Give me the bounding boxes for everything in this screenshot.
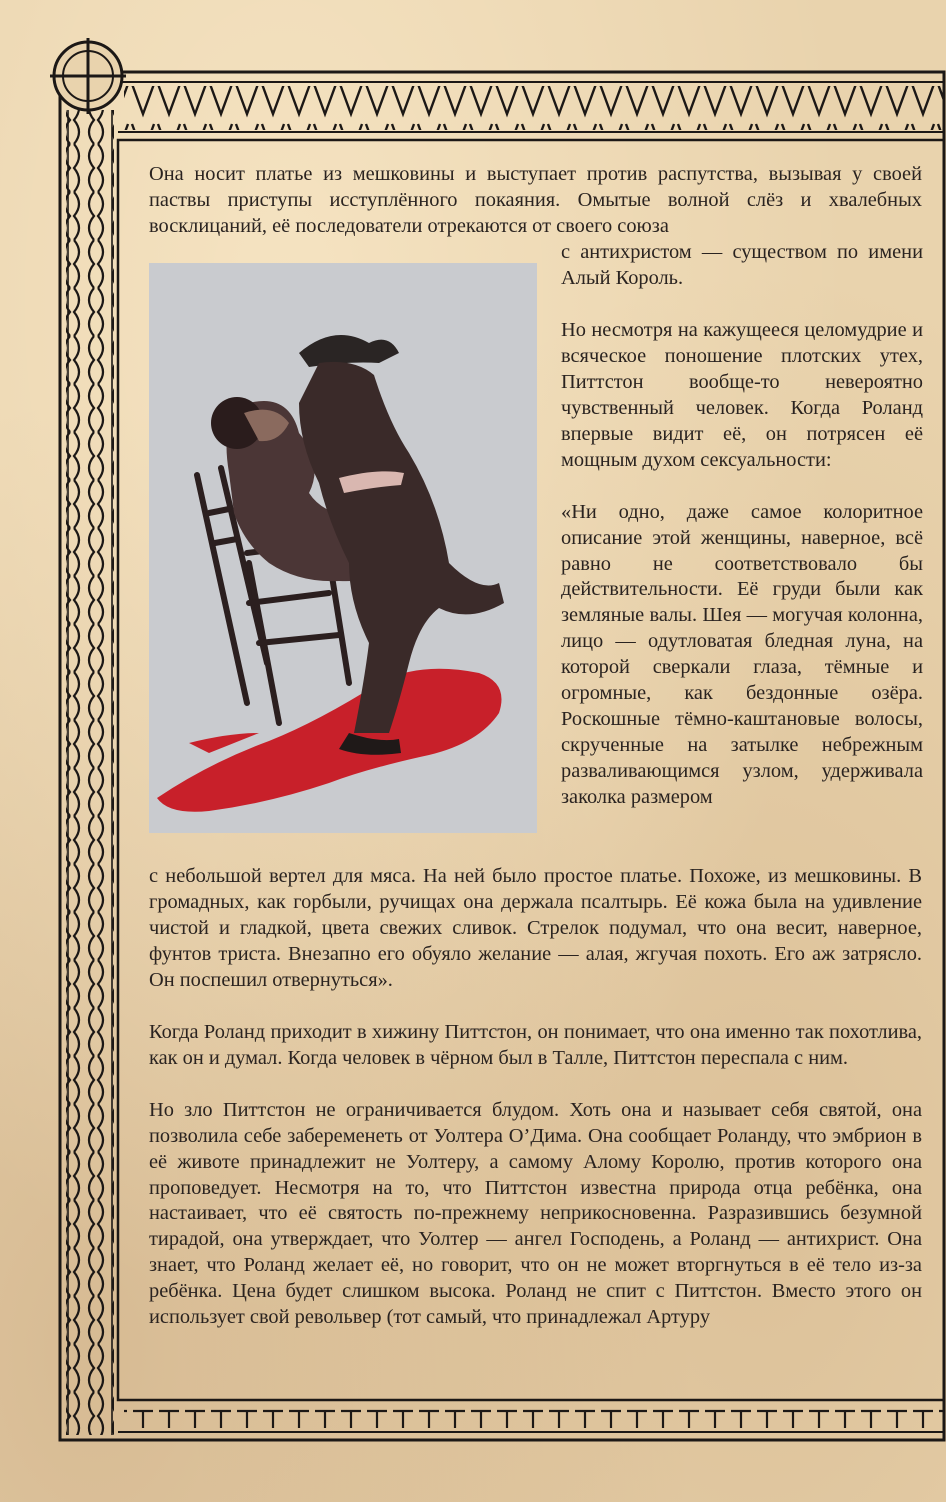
paragraph-intro-cont	[561, 240, 923, 811]
paragraph-sensuality: Но несмотря на кажущееся целомудрие и всяческое поношение плотских утех, Питтстон вообще-то невероятно чувственный человек. Когда Роланд впервые видит её, он потрясен её мощным духом сексуальности:	[561, 318, 923, 471]
intro-continuation: с антихристом — существом по имени Алый Король.	[561, 241, 923, 289]
paragraph-intro: Она носит платье из мешковины и выступает против распутства, вызывая у своей паствы приступы исступлённого покаяния. Омытые волной слёз и хвалебных восклицаний, её последователи отрекаются от своего союза	[149, 163, 922, 237]
quote-continuation: с небольшой вертел для мяса. На ней было простое платье. Похоже, из мешковины. В громадных, как горбыли, ручищах она держала псалтырь. Её кожа была на удивление чистой и гладкой, цвета свежих сливок. Стрелок подумал, что она весит, наверное, фунтов триста. Внезапно его обуяло желание — алая, жгучая похоть. Его аж затрясло. Он поспешил отвернуться».	[149, 865, 922, 991]
paragraph-hut: Когда Роланд приходит в хижину Питтстон, он понимает, что она именно так похотлива, как он и думал. Когда человек в чёрном был в Талле, Питтстон переспала с ним.	[149, 1020, 922, 1069]
illustration	[149, 263, 537, 833]
text-lower	[149, 864, 922, 1331]
paragraph-evil: Но зло Питтстон не ограничивается блудом. Хоть она и называет себя святой, она позволила себе забеременеть от Уолтера О’Дима. Она сообщает Роланду, что эмбрион в её животе принадлежит не Уолтеру, а самому Алому Королю, против которого она проповедует. Несмотря на то, что Питтстон известна природа отца ребёнка, она настаивает, что её святость по-прежнему неприкосновенна. Разразившись безумной тирадой, она утверждает, что Уолтер — ангел Господень, а Роланд — антихрист. Она знает, что Роланд желает её, но говорит, что он не может вторгнуться в её тело из-за ребёнка. Цена будет слишком высока. Роланд не спит с Питтстон. Вместо этого он использует свой револьвер (тот самый, что принадлежал Артуру	[149, 1098, 922, 1329]
quote-start: «Ни одно, даже самое колоритное описание этой женщины, наверное, всё равно не соответствовало бы действительности. Её груди были как земляные валы. Шея — могучая колонна, лицо — одутловатая бледная луна, на которой сверкали глаза, тёмные и огромные, как бездонные озёра. Роскошные тёмно-каштановые волосы, скрученные на затылке небрежным разваливающимся узлом, удерживала заколка размером	[561, 500, 923, 809]
